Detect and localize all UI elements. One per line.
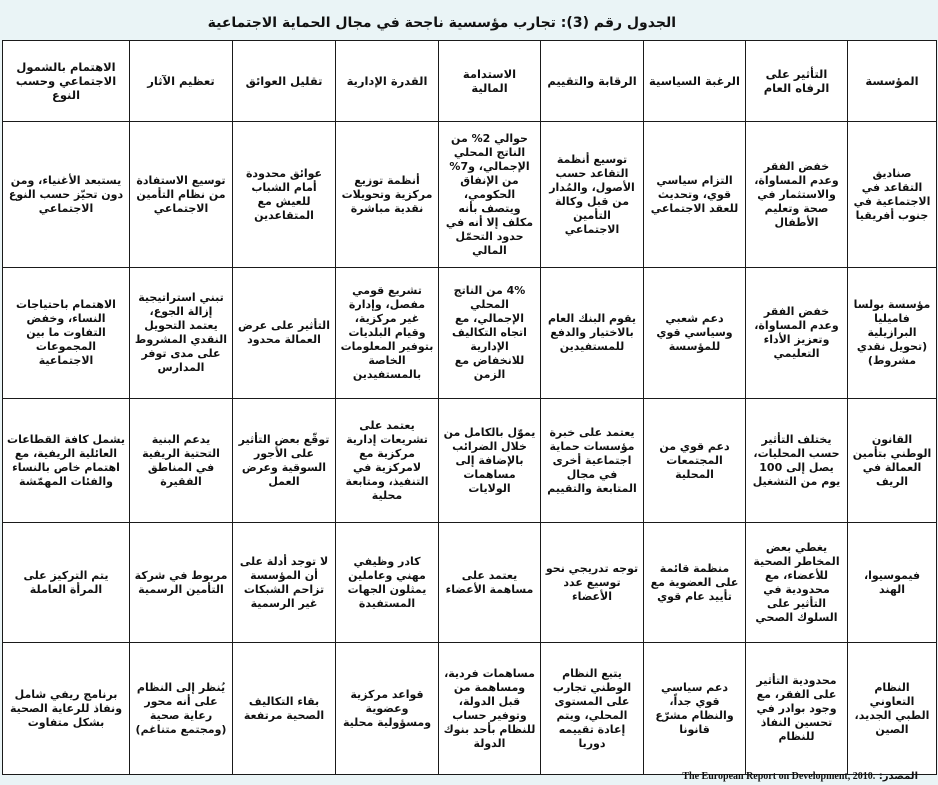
table-cell: تشريع قومي مفصل، وإدارة غير مركزية، وقيام البلديات بتوفير المعلومات الخاصة بالمستفيدين	[336, 268, 439, 399]
table-cell: خفض الفقر وعدم المساواة، وتعزيز الأداء التعليمي	[746, 268, 848, 399]
table-cell: التزام سياسي قوي، وتحديث للعقد الاجتماعي	[644, 122, 746, 268]
table-row	[3, 523, 937, 643]
table-row	[3, 122, 937, 268]
source-label: المصدر:	[878, 771, 918, 782]
table-cell: توجه تدريجي نحو توسيع عدد الأعضاء	[541, 523, 644, 643]
table-cell: يختلف التأثير حسب المحليات، يصل إلى 100 يوم من التشغيل	[746, 399, 848, 523]
table-cell: فيموسيوا، الهند	[848, 523, 937, 643]
source-note	[682, 771, 918, 782]
table-cell: توسيع أنظمة التقاعد حسب الأصول، والمُدار من قبل وكالة التأمين الاجتماعي	[541, 122, 644, 268]
table-cell: الاهتمام باحتياجات النساء، وخفض التفاوت ما بين المجموعات الاجتماعية	[3, 268, 130, 399]
table-cell: مؤسسة بولسا فاميليا البرازيلية (تحويل نقدي مشروط)	[848, 268, 937, 399]
header-reduce-barriers: تقليل العوائق	[233, 41, 336, 122]
table-cell: برنامج ريفي شامل ونفاذ للرعاية الصحية بشكل متفاوت	[3, 643, 130, 775]
source-reference: The European Report on Development, 2010.	[682, 771, 876, 782]
header-maximize-effects: تعظيم الآثار	[130, 41, 233, 122]
header-row	[3, 41, 937, 122]
table-cell: 4% من الناتج المحلي الإجمالي، مع اتجاه التكاليف الإدارية للانخفاض مع الزمن	[439, 268, 541, 399]
table-cell: مربوط في شركة التأمين الرسمية	[130, 523, 233, 643]
table-container	[2, 40, 936, 775]
header-monitoring: الرقابة والتقييم	[541, 41, 644, 122]
header-political-will: الرغبة السياسية	[644, 41, 746, 122]
table-cell: حوالي 2% من الناتج المحلي الإجمالي، و7% من الإنفاق الحكومي، ويتصف بأنه مكلف إلا أنه في حدود التحمّل المالي	[439, 122, 541, 268]
table-cell: يموّل بالكامل من خلال الضرائب بالإضافة إلى مساهمات الولايات	[439, 399, 541, 523]
table-cell: يدعم البنية التحتية الريفية في المناطق الفقيرة	[130, 399, 233, 523]
table-cell: دعم قوي من المجتمعات المحلية	[644, 399, 746, 523]
header-welfare-impact: التأثير على الرفاه العام	[746, 41, 848, 122]
table-cell: يتم التركيز على المرأة العاملة	[3, 523, 130, 643]
table-cell: يعتمد على خبرة مؤسسات حماية اجتماعية أخرى في مجال المتابعة والتقييم	[541, 399, 644, 523]
table-cell: يُنظر إلى النظام على أنه محور رعاية صحية (ومجتمع متناغم)	[130, 643, 233, 775]
table-cell: التأثير على عرض العمالة محدود	[233, 268, 336, 399]
table-cell: دعم شعبي وسياسي قوي للمؤسسة	[644, 268, 746, 399]
table-cell: يقوم البنك العام بالاختيار والدفع للمستفيدين	[541, 268, 644, 399]
table-cell: دعم سياسي قوي جداً، والنظام مشرّع قانونا	[644, 643, 746, 775]
table-cell: مساهمات فردية، ومساهمة من قبل الدولة، وتوفير حساب للنظام بأحد بنوك الدولة	[439, 643, 541, 775]
table-row	[3, 643, 937, 775]
table-cell: لا توجد أدلة على أن المؤسسة تزاحم الشبكات غير الرسمية	[233, 523, 336, 643]
table-cell: بقاء التكاليف الصحية مرتفعة	[233, 643, 336, 775]
header-admin-capacity: القدرة الإدارية	[336, 41, 439, 122]
table-cell: القانون الوطني بتأمين العمالة في الريف	[848, 399, 937, 523]
table-cell: عوائق محدودة أمام الشباب للعيش مع المتقاعدين	[233, 122, 336, 268]
table-cell: يستبعد الأغنياء، ومن دون تحيّز حسب النوع الاجتماعي	[3, 122, 130, 268]
table-cell: يتبع النظام الوطني تجارب على المستوى المحلي، ويتم إعادة تقييمه دوريا	[541, 643, 644, 775]
table-cell: صناديق التقاعد في الاجتماعية في جنوب أفريقيا	[848, 122, 937, 268]
table-cell: أنظمة توزيع مركزية وتحويلات نقدية مباشرة	[336, 122, 439, 268]
table-cell: محدودية التأثير على الفقر، مع وجود بوادر في تحسين النفاذ للنظام	[746, 643, 848, 775]
header-institution: المؤسسة	[848, 41, 937, 122]
table-cell: النظام التعاوني الطبي الجديد، الصين	[848, 643, 937, 775]
table-cell: يعتمد على تشريعات إدارية مركزية مع لامركزية في التنفيذ، ومتابعة محلية	[336, 399, 439, 523]
header-financial-sustainability: الاستدامة المالية	[439, 41, 541, 122]
table-cell: قواعد مركزية وعضوية ومسؤولية محلية	[336, 643, 439, 775]
table-cell: تبني استراتيجية إزالة الجوع، يعتمد التحويل النقدي المشروط على مدى توفر المدارس	[130, 268, 233, 399]
institutions-table	[2, 40, 937, 775]
table-cell: يغطي بعض المخاطر الصحية للأعضاء، مع محدودية في التأثير على السلوك الصحي	[746, 523, 848, 643]
page-title: الجدول رقم (3): تجارب مؤسسية ناجحة في مجال الحماية الاجتماعية	[207, 15, 676, 31]
table-row	[3, 399, 937, 523]
table-cell: كادر وظيفي مهني وعاملين يمثلون الجهات المستفيدة	[336, 523, 439, 643]
table-cell: توقّع بعض التأثير على الأجور السوقية وعرض العمل	[233, 399, 336, 523]
table-cell: خفض الفقر وعدم المساواة، والاستثمار في صحة وتعليم الأطفال	[746, 122, 848, 268]
table-cell: منظمة قائمة على العضوية مع تأييد عام قوي	[644, 523, 746, 643]
table-cell: يشمل كافة القطاعات العائلية الريفية، مع اهتمام خاص بالنساء والفئات المهمّشة	[3, 399, 130, 523]
table-row	[3, 268, 937, 399]
table-cell: توسيع الاستفادة من نظام التأمين الاجتماعي	[130, 122, 233, 268]
table-cell: يعتمد على مساهمة الأعضاء	[439, 523, 541, 643]
header-social-inclusion: الاهتمام بالشمول الاجتماعي وحسب النوع	[3, 41, 130, 122]
